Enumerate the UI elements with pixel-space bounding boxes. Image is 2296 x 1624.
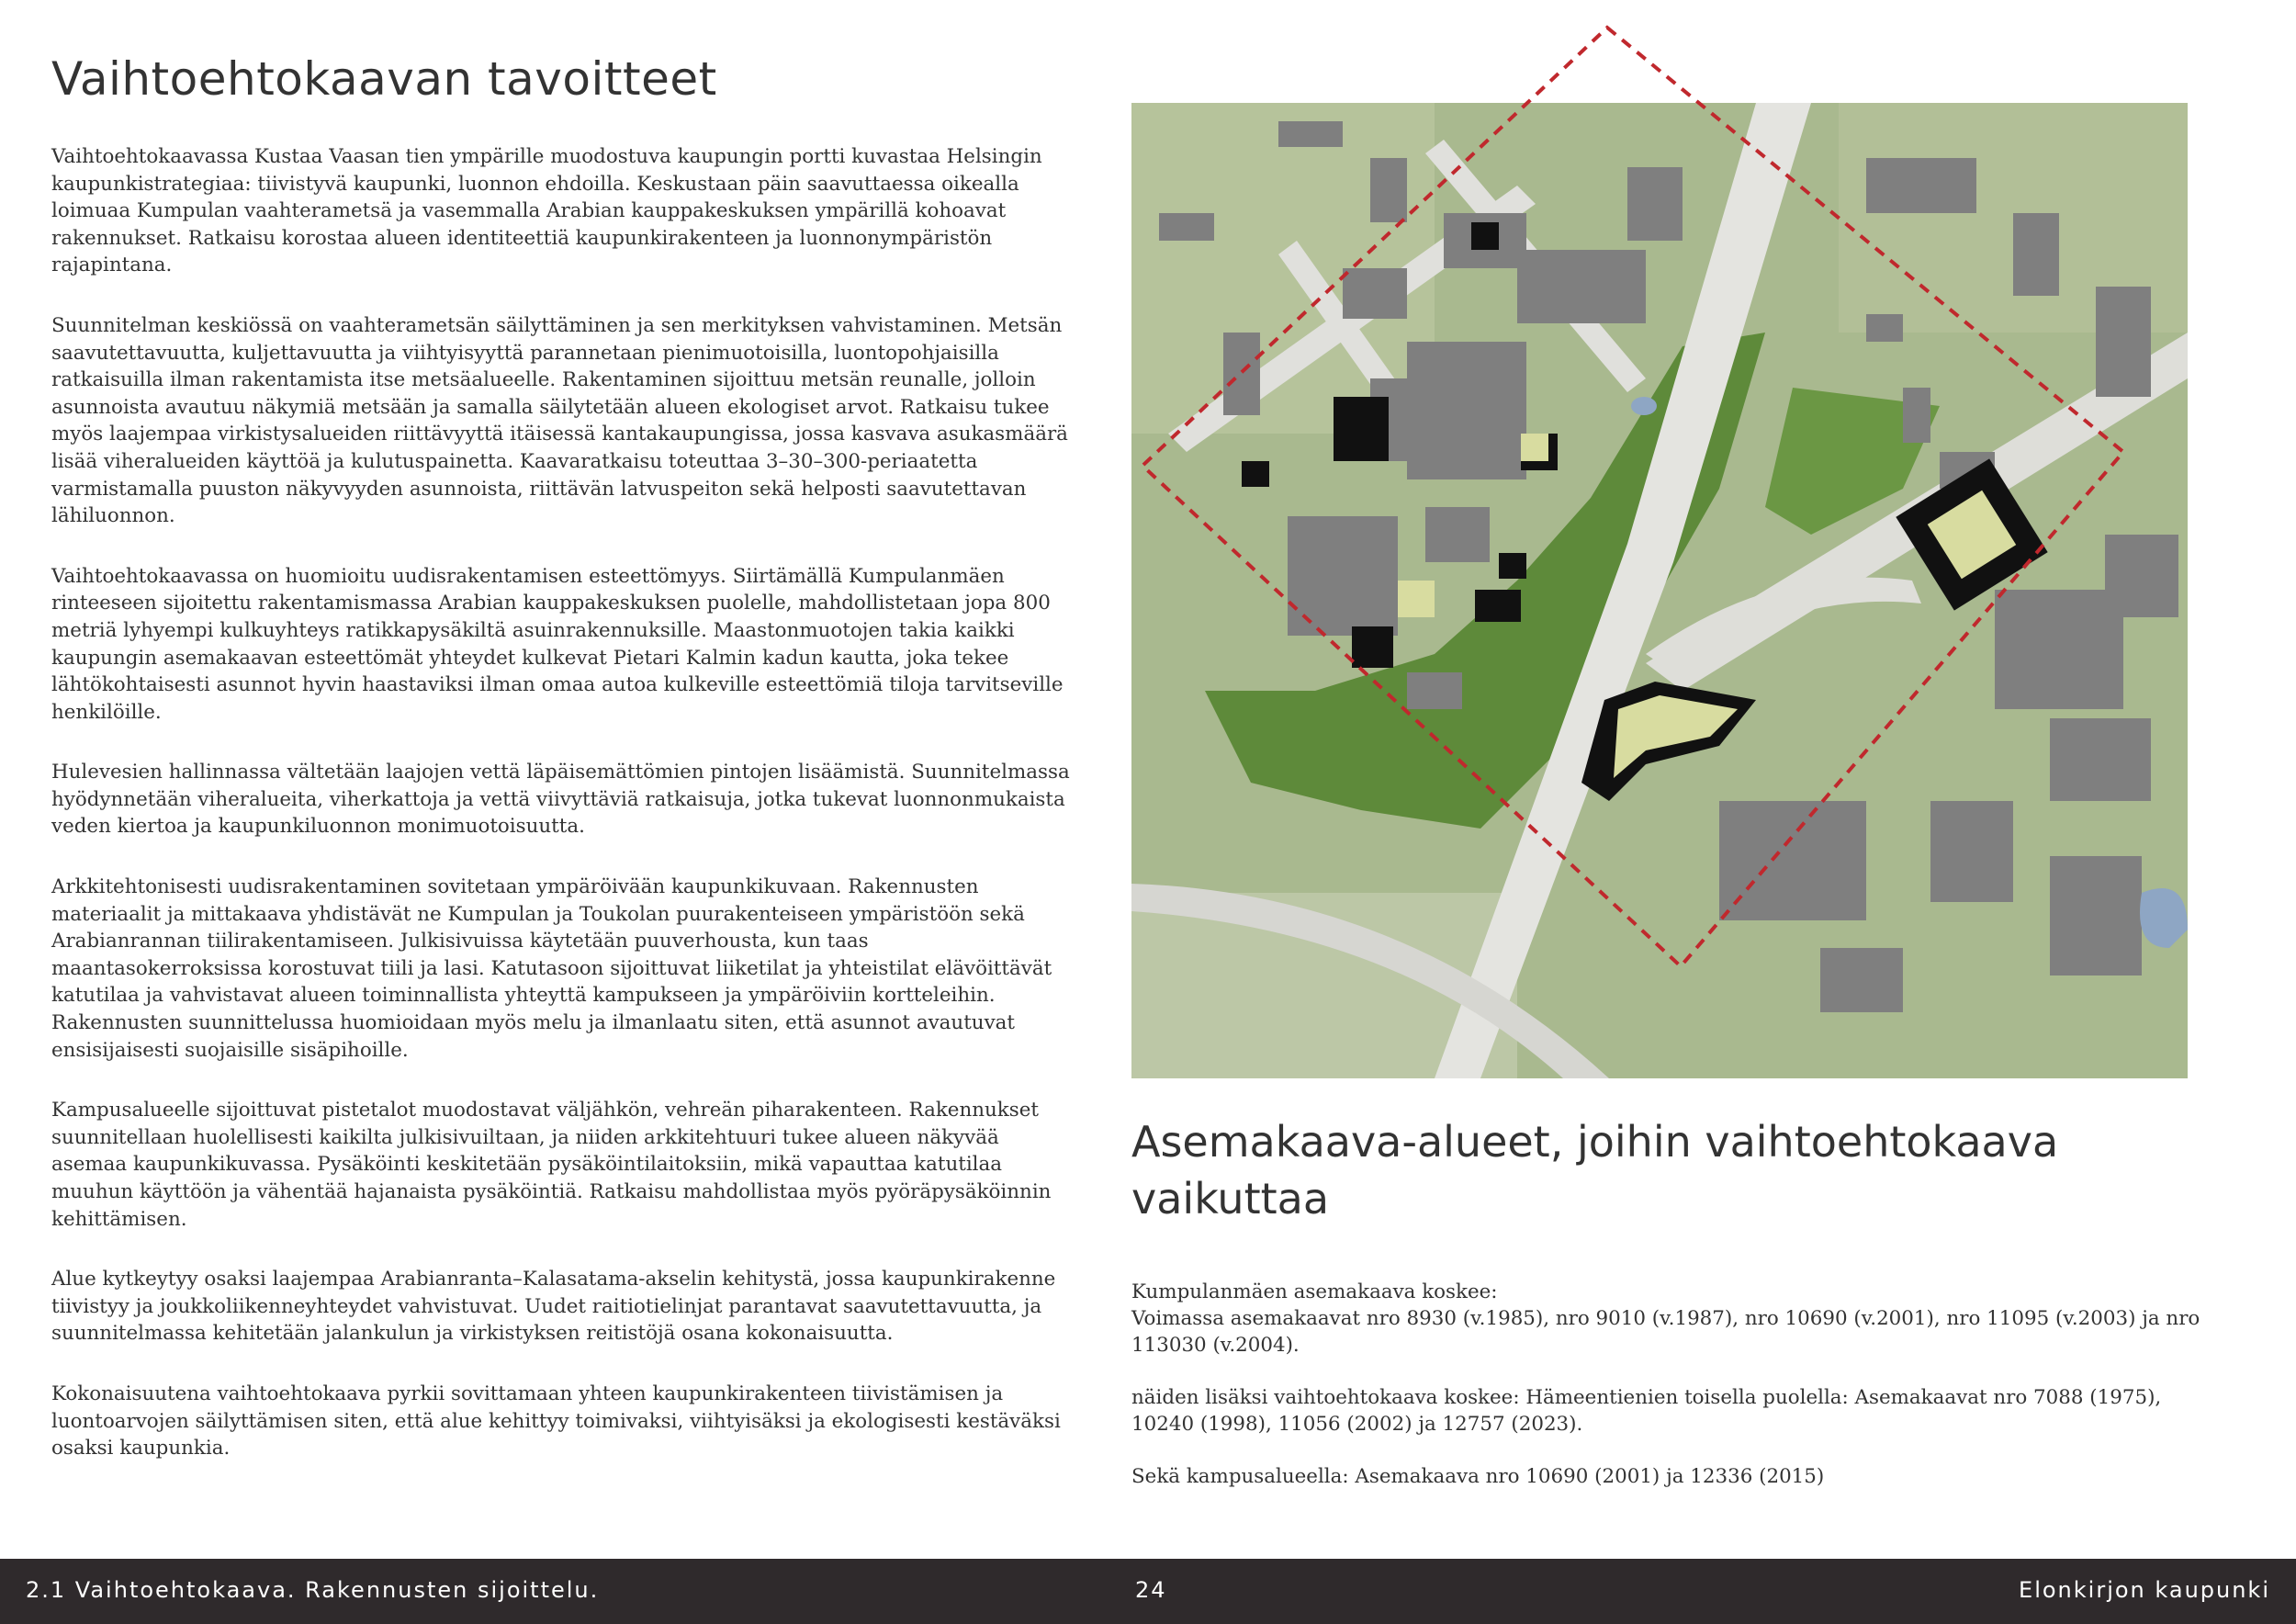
building xyxy=(1995,590,2123,709)
body-paragraph: Arkkitehtonisesti uudisrakentaminen sovitetaan ympäröivään kaupunkikuvaan. Rakennusten materiaalit ja mittakaava yhdistävät ne Kumpulan ja Toukolan puurakenteiseen ympäristöön sekä Arabianrannan tiilirakentamiseen. Julkisivuissa käytetään puuverhousta, kun taas maantasokerroksissa korostuvat tiili ja lasi. Katutasoon sijoittuvat liiketilat ja yhteistilat elävöittävät katutilaa ja vahvistavat alueen toiminnallista yhteyttä kampukseen ja ympäröiviin kortteleihin. Rakennusten suunnittelussa huomioidaan myös melu ja ilmanlaatu siten, että asunnot avautuvat ensisijaisesti suojaisille sisäpihoille. xyxy=(51,875,1052,1062)
new-building xyxy=(1471,222,1499,250)
page-number: 24 xyxy=(1135,1577,1167,1603)
body-paragraph: Suunnitelman keskiössä on vaahterametsän säilyttäminen ja sen merkityksen vahvistaminen. Metsän saavutettavuutta, kuljettavuutta ja viihtyisyyttä parannetaan pienimuotoisilla, luontopohjaisilla ratkaisuilla ilman rakentamista itse metsäalueelle. Rakentaminen sijoittuu metsän reunalle, jolloin asunnoista avautuu näkymiä metsään ja samalla säilytetään alueen ekologiset arvot. Ratkaisu tukee myös laajempaa virkistysalueiden riittävyyttä itäisessä kantakaupungissa, jossa kasvava asukasmäärä lisää viheralueiden käyttöä ja kulutuspainetta. Kaavaratkaisu toteuttaa 3–30–300-periaatetta varmistamalla puuston näkyvyyden asunnoista, riittävän latvuspeiton sekä helposti saavutettavan lähiluonnon. xyxy=(51,313,1068,528)
info-paragraph: näiden lisäksi vaihtoehtokaava koskee: Hämeentienien toisella puolella: Asemakaavat nro 7088 (1975), 10240 (1998), 11056 (2002) ja 12757 (2023). xyxy=(1131,1386,2162,1436)
building xyxy=(1370,158,1407,222)
new-building-roof xyxy=(1398,581,1435,617)
building xyxy=(1223,333,1260,415)
footer-brand: Elonkirjon kaupunki xyxy=(2019,1577,2270,1603)
building xyxy=(2050,856,2142,976)
info-paragraph: Sekä kampusalueella: Asemakaava nro 10690 (2001) ja 12336 (2015) xyxy=(1131,1465,1825,1488)
building xyxy=(1903,388,1930,443)
building xyxy=(1930,801,2013,902)
plan-info xyxy=(1131,1279,2215,1516)
body-paragraph: Kokonaisuutena vaihtoehtokaava pyrkii sovittamaan yhteen kaupunkirakenteen tiivistämisen ja luontoarvojen säilyttämisen siten, että alue kehittyy toimivaksi, viihtyisäksi ja ekologisesti kestäväksi osaksi kaupunkia. xyxy=(51,1382,1061,1460)
building xyxy=(2105,535,2178,617)
building xyxy=(1866,314,1903,342)
new-building-roof xyxy=(1521,434,1548,461)
building xyxy=(1820,948,1903,1012)
section-subtitle: Asemakaava-alueet, joihin vaihtoehtokaava vaikuttaa xyxy=(1131,1117,2059,1224)
pond xyxy=(1631,397,1657,415)
building xyxy=(1627,167,1683,241)
building xyxy=(1517,250,1646,323)
new-building xyxy=(1242,461,1269,487)
building xyxy=(1343,268,1407,319)
new-building xyxy=(1475,590,1521,622)
site-plan-map-graphic xyxy=(1131,103,2188,1078)
building xyxy=(2050,718,2151,801)
building xyxy=(2013,213,2059,296)
site-plan-map xyxy=(1131,103,2188,1078)
info-paragraph: Kumpulanmäen asemakaava koskee: Voimassa asemakaavat nro 8930 (v.1985), nro 9010 (v.1987), nro 10690 (v.2001), nro 11095 (v.2003) ja nro 113030 (v.2004). xyxy=(1131,1280,2200,1357)
new-building xyxy=(1499,553,1526,579)
page-title: Vaihtoehtokaavan tavoitteet xyxy=(51,52,717,106)
new-building xyxy=(1352,626,1393,668)
page-footer xyxy=(0,1559,2296,1624)
body-paragraph: Vaihtoehtokaavassa on huomioitu uudisrakentamisen esteettömyys. Siirtämällä Kumpulanmäen rinteeseen sijoitettu rakentamismassa Arabian kauppakeskuksen puolelle, mahdollistetaan jopa 800 metriä lyhyempi kulkuyhteys ratikkapysäkiltä asuinrakennuksille. Maastonmuotojen takia kaikki kaupungin asemakaavan esteettömät yhteydet kulkevat Pietari Kalmin kadun kautta, joka tekee lähtökohtaisesti asunnot hyvin haastaviksi ilman omaa autoa kulkeville esteettömiä tiloja tarvitseville henkilöille. xyxy=(51,564,1064,724)
building xyxy=(2096,287,2151,397)
body-paragraph: Vaihtoehtokaavassa Kustaa Vaasan tien ympärille muodostuva kaupungin portti kuvastaa Helsingin kaupunkistrategiaa: tiivistyvä kaupunki, luonnon ehdoilla. Keskustaan päin saavuttaessa oikealla loimuaa Kumpulan vaahterametsä ja vasemmalla Arabian kauppakeskuksen ympärillä kohoavat rakennukset. Ratkaisu korostaa alueen identiteettiä kaupunkirakenteen ja luonnonympäristön rajapintana. xyxy=(51,145,1042,277)
building xyxy=(1278,121,1343,147)
body-paragraph: Kampusalueelle sijoittuvat pistetalot muodostavat väljähkön, vehreän piharakenteen. Rakennukset suunnitellaan huolellisesti kaikilta julkisivuiltaan, ja niiden arkkitehtuuri tukee alueen näkyvää asemaa kaupunkikuvassa. Pysäköinti keskitetään pysäköintilaitoksiin, mikä vapauttaa katutilaa muuhun käyttöön ja vähentää hajanaista pysäköintiä. Ratkaisu mahdollistaa myös pyöräpysäköinnin kehittämisen. xyxy=(51,1099,1052,1231)
left-column xyxy=(51,51,1073,1495)
footer-section: 2.1 Vaihtoehtokaava. Rakennusten sijoittelu. xyxy=(26,1577,600,1603)
building xyxy=(1425,507,1490,562)
body-paragraph: Alue kytkeytyy osaksi laajempaa Arabianranta–Kalasatama-akselin kehitystä, jossa kaupunkirakenne tiivistyy ja joukkoliikenneyhteydet vahvistuvat. Uudet raitiotielinjat parantavat saavutettavuutta, ja suunnitelmassa kehitetään jalankulun ja virkistyksen reitistöjä osana kokonaisuutta. xyxy=(51,1268,1056,1346)
building xyxy=(1719,801,1866,920)
new-building xyxy=(1334,397,1389,461)
building xyxy=(1159,213,1214,241)
building xyxy=(1407,672,1462,709)
building xyxy=(1866,158,1976,213)
body-paragraph: Hulevesien hallinnassa vältetään laajojen vettä läpäisemättömien pintojen lisäämistä. Suunnitelmassa hyödynnetään viheralueita, viherkattoja ja vettä viivyttäviä ratkaisuja, jotka tukevat luonnonmukaista veden kiertoa ja kaupunkiluonnon monimuotoisuutta. xyxy=(51,761,1070,839)
